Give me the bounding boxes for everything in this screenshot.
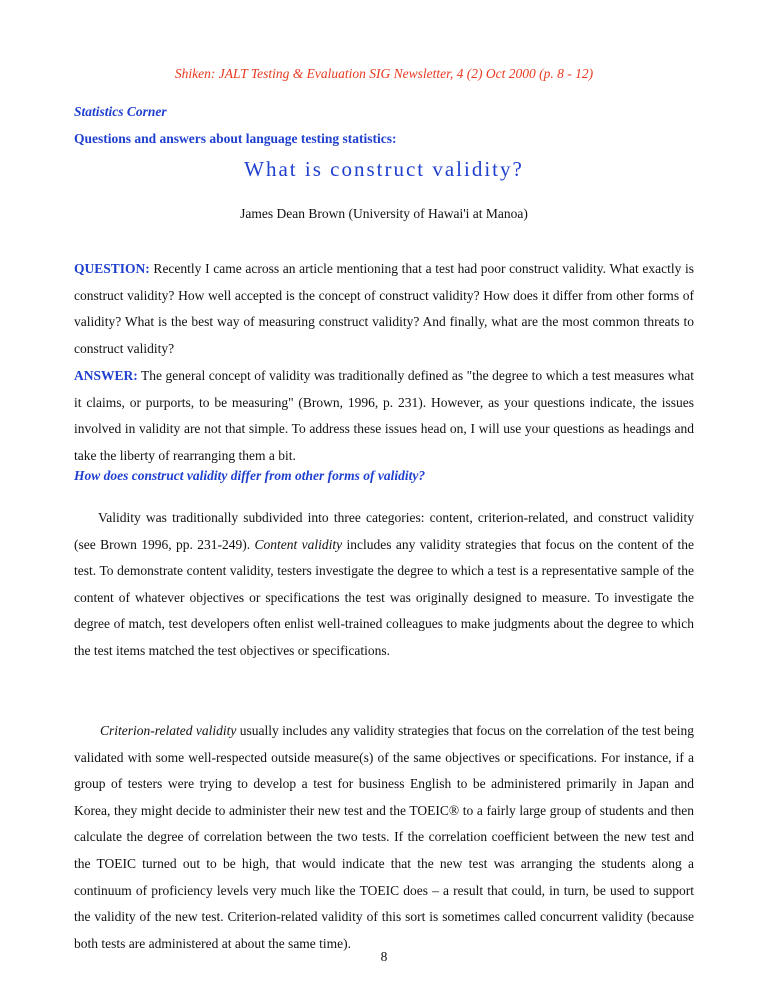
page-number: 8 <box>380 949 388 964</box>
subsection-heading: How does construct validity differ from other forms of validity? <box>74 468 426 483</box>
answer-label: ANSWER: <box>74 368 138 383</box>
term-content-validity: Content validity <box>254 536 343 552</box>
author-line: James Dean Brown (University of Hawai'i at Manoa) <box>240 206 528 221</box>
answer-paragraph <box>74 363 694 469</box>
answer-text: The general concept of validity was traditionally defined as "the degree to which a test measures what it claims, or purports, to be measuring" (Brown, 1996, p. 231). However, as your questions indicate, the issues involved in validity are not that simple. To address these issues head on, I will use your questions as headings and take the liberty of rearranging them a bit. <box>74 368 694 463</box>
section-label: Statistics Corner <box>74 104 167 119</box>
para1-before: Validity was traditionally subdivided into three categories: content, criterion-related, and construct validity (see Brown 1996, pp. 231-249). <box>74 510 694 552</box>
question-text: Recently I came across an article mentioning that a test had poor construct validity. What exactly is construct validity? How well accepted is the concept of construct validity? How does it differ from other forms of validity? What is the best way of measuring construct validity? And finally, what are the most common threats to construct validity? <box>74 261 694 356</box>
question-paragraph <box>74 256 694 362</box>
para2-after: usually includes any validity strategies that focus on the correlation of the test being validated with some well-respected outside measure(s) of the same objectives or specifications. For instance, if a group of testers were trying to develop a test for business English to be administered primarily in Japan and Korea, they might decide to administer their new test and the TOEIC® to a fairly large group of students and then calculate the degree of correlation between the two tests. If the correlation coefficient between the new test and the TOEIC turned out to be high, that would indicate that the new test was arranging the students along a continuum of proficiency levels very much like the TOEIC does – a result that could, in turn, be used to support the validity of the new test. Criterion-related validity of this sort is sometimes called concurrent validity (because both tests are administered at about the same time). <box>74 723 694 951</box>
body-paragraph-1 <box>74 505 694 665</box>
term-criterion-related-validity: Criterion-related validity <box>100 723 237 738</box>
question-label: QUESTION: <box>74 261 150 276</box>
body-paragraph-2 <box>74 718 694 957</box>
article-title: What is construct validity? <box>244 157 524 181</box>
para1-after: includes any validity strategies that focus on the content of the test. To demonstrate content validity, testers investigate the degree to which a test is a representative sample of the content of whatever objectives or specifications the test was originally designed to measure. To investigate the degree of match, test developers often enlist well-trained colleagues to make judgments about the degree to which the test items matched the test objectives or specifications. <box>74 536 694 658</box>
paper-page <box>74 0 694 994</box>
journal-citation: Shiken: JALT Testing & Evaluation SIG Newsletter, 4 (2) Oct 2000 (p. 8 - 12) <box>174 66 594 81</box>
column-subtitle: Questions and answers about language testing statistics: <box>74 131 397 146</box>
